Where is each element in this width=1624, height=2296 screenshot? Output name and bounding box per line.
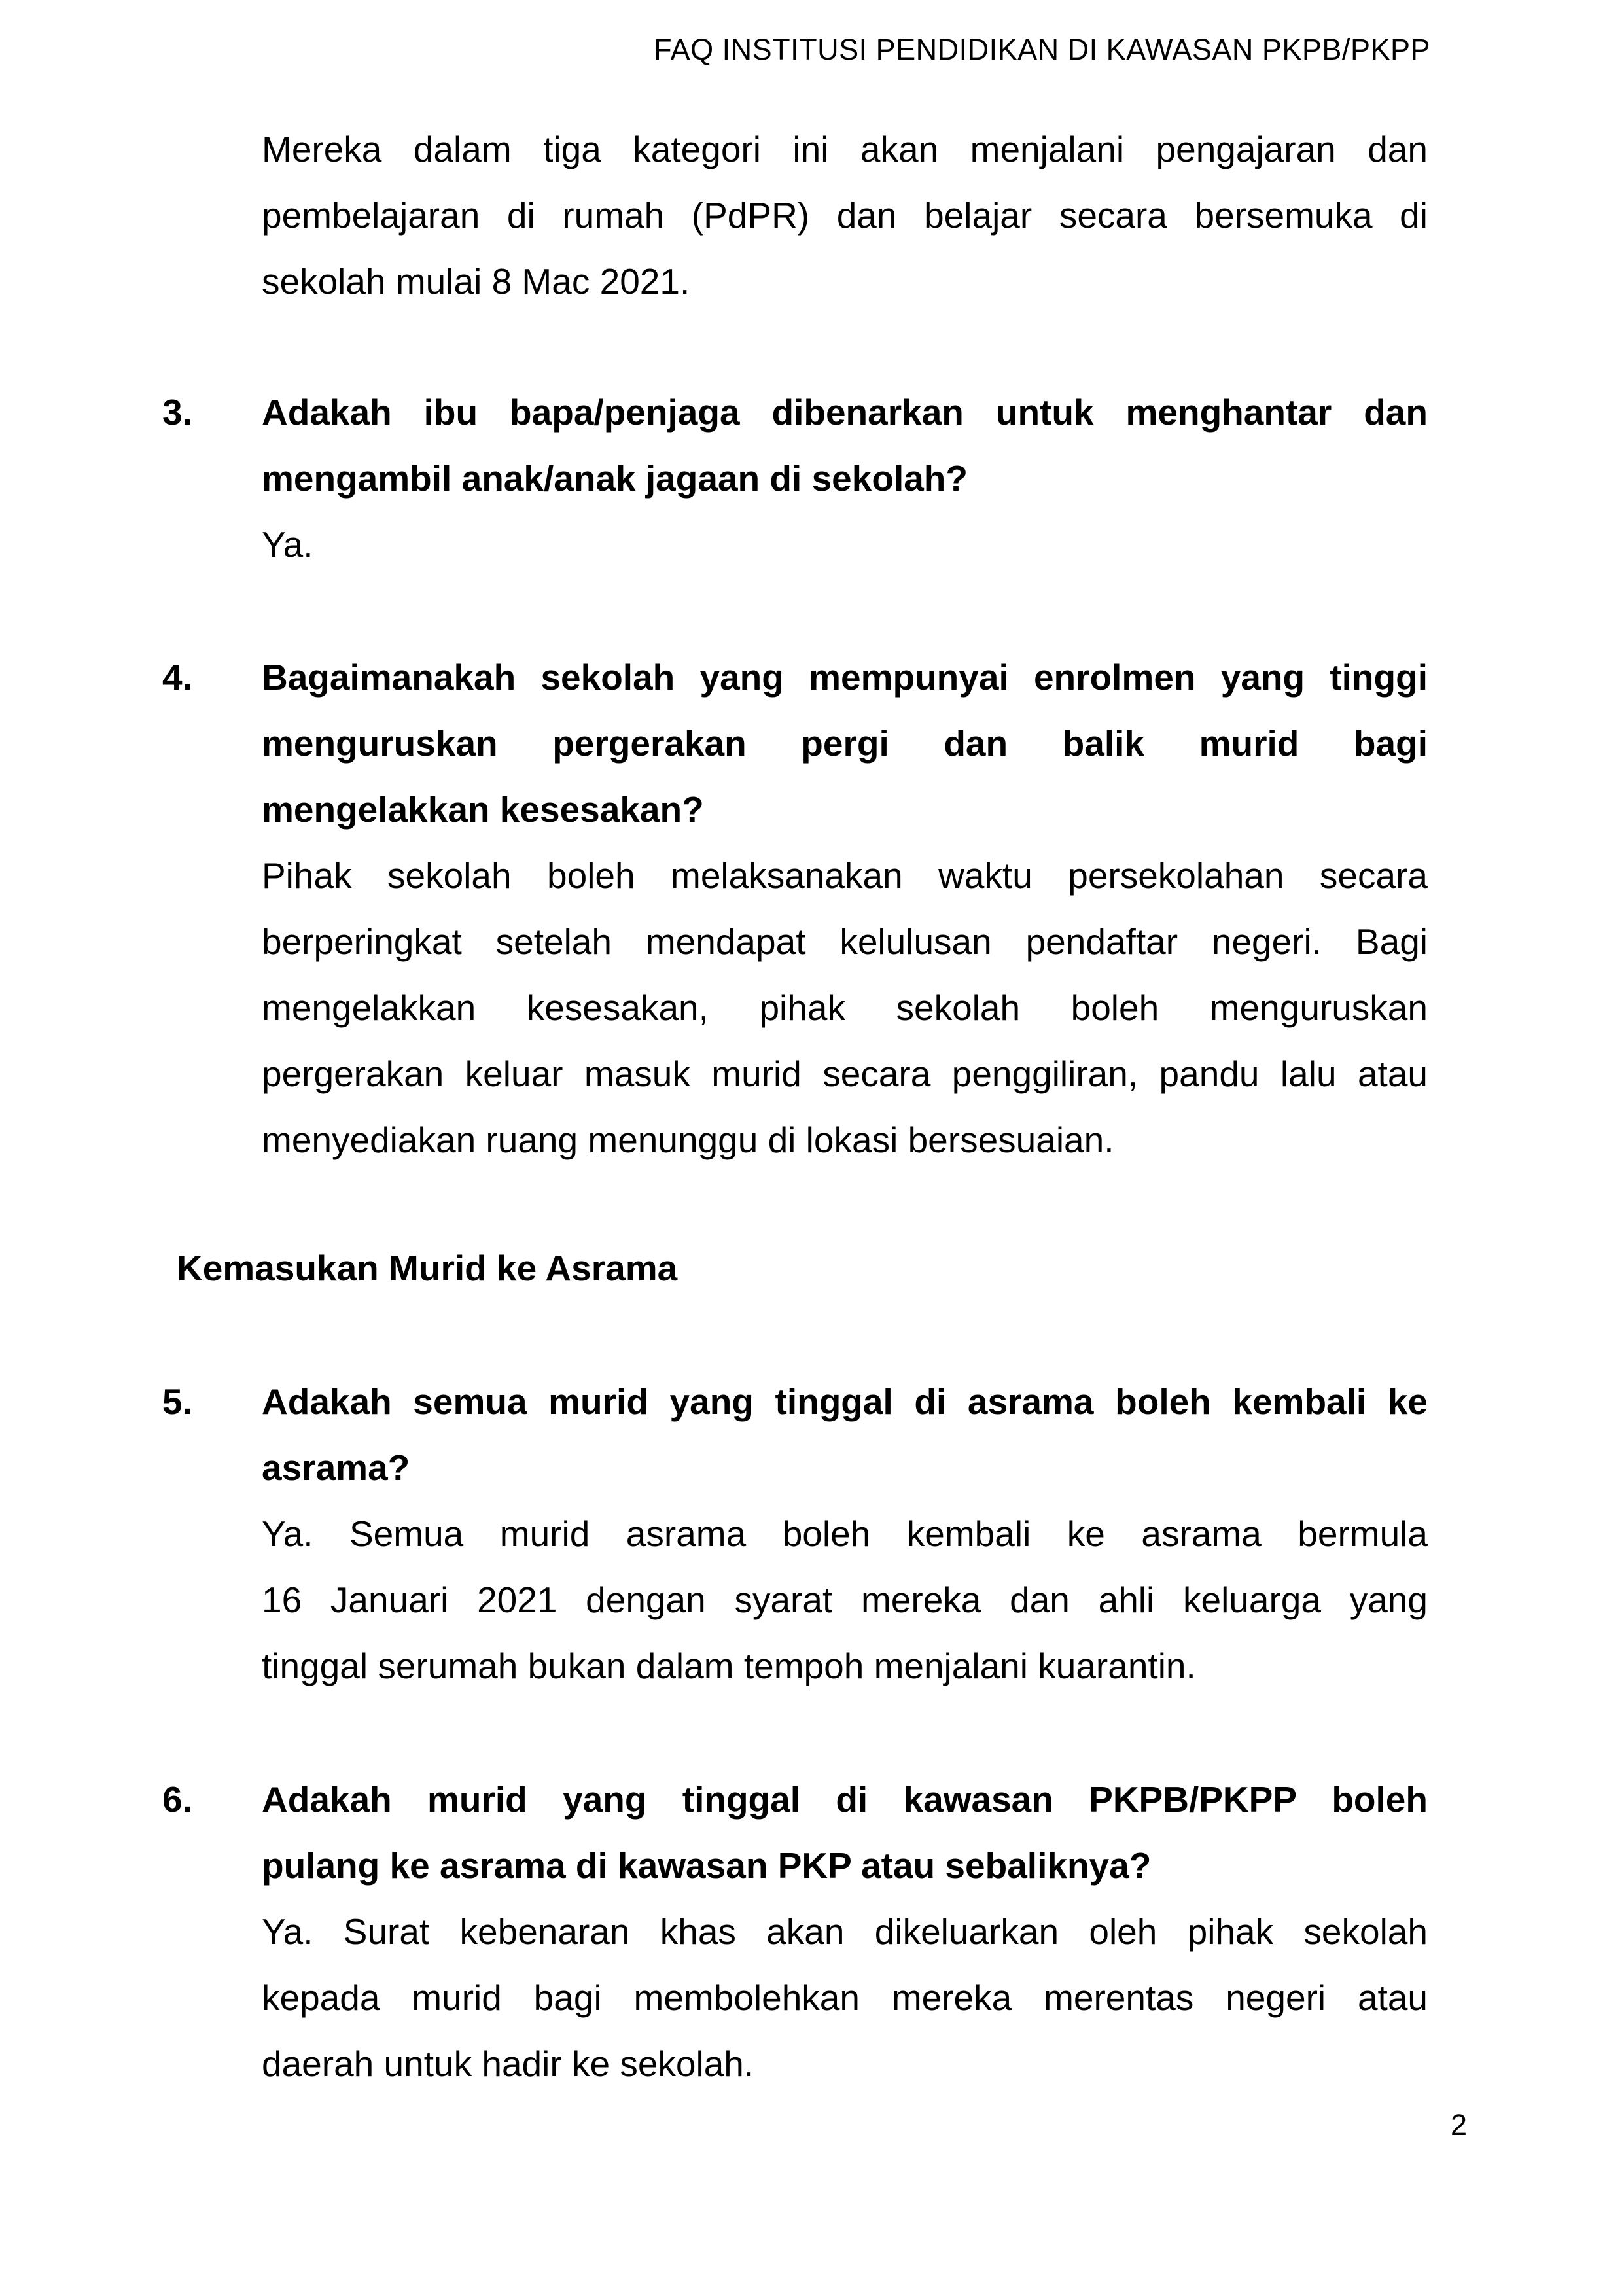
faq-5-number: 5. <box>162 1381 192 1422</box>
faq-4-answer-line: Pihak sekolah boleh melaksanakan waktu persekolahan secara <box>262 855 1428 896</box>
faq-4-answer-line: menyediakan ruang menunggu di lokasi bersesuaian. <box>262 1120 1114 1160</box>
faq-4-question-line: Bagaimanakah sekolah yang mempunyai enrolmen yang tinggi <box>262 657 1428 698</box>
page-header-title: FAQ INSTITUSI PENDIDIKAN DI KAWASAN PKPB/PKPP <box>654 33 1430 66</box>
page-number: 2 <box>1450 2108 1467 2142</box>
faq-5-answer-line: 16 Januari 2021 dengan syarat mereka dan ahli keluarga yang <box>262 1580 1428 1620</box>
faq-5 <box>262 1369 1428 1699</box>
intro-line: Mereka dalam tiga kategori ini akan menjalani pengajaran dan <box>262 129 1428 169</box>
faq-6-question-line: pulang ke asrama di kawasan PKP atau sebaliknya? <box>262 1845 1152 1886</box>
faq-5-answer-line: tinggal serumah bukan dalam tempoh menjalani kuarantin. <box>262 1646 1196 1686</box>
faq-3-answer-line: Ya. <box>262 524 313 565</box>
faq-4 <box>262 645 1428 1173</box>
intro-paragraph <box>262 116 1428 315</box>
faq-5-answer-line: Ya. Semua murid asrama boleh kembali ke asrama bermula <box>262 1513 1428 1554</box>
section-heading: Kemasukan Murid ke Asrama <box>177 1248 678 1288</box>
faq-3 <box>262 380 1428 578</box>
faq-4-number: 4. <box>162 657 192 698</box>
faq-4-answer-line: mengelakkan kesesakan, pihak sekolah boleh menguruskan <box>262 987 1428 1028</box>
faq-3-number: 3. <box>162 392 192 433</box>
faq-5-question-line: asrama? <box>262 1447 410 1488</box>
intro-line: sekolah mulai 8 Mac 2021. <box>262 261 690 302</box>
faq-6-number: 6. <box>162 1779 192 1820</box>
faq-6-answer-line: Ya. Surat kebenaran khas akan dikeluarkan oleh pihak sekolah <box>262 1911 1428 1952</box>
faq-6-answer-line: daerah untuk hadir ke sekolah. <box>262 2043 754 2084</box>
faq-5-question-line: Adakah semua murid yang tinggal di asrama boleh kembali ke <box>262 1381 1428 1422</box>
faq-4-question-line: menguruskan pergerakan pergi dan balik murid bagi <box>262 723 1428 764</box>
faq-6-answer-line: kepada murid bagi membolehkan mereka merentas negeri atau <box>262 1977 1428 2018</box>
faq-4-question-line: mengelakkan kesesakan? <box>262 789 704 830</box>
intro-line: pembelajaran di rumah (PdPR) dan belajar secara bersemuka di <box>262 195 1428 236</box>
faq-6-question-line: Adakah murid yang tinggal di kawasan PKPB/PKPP boleh <box>262 1779 1428 1820</box>
faq-4-answer-line: pergerakan keluar masuk murid secara penggiliran, pandu lalu atau <box>262 1053 1428 1094</box>
faq-4-answer-line: berperingkat setelah mendapat kelulusan pendaftar negeri. Bagi <box>262 921 1428 962</box>
faq-3-question-line: mengambil anak/anak jagaan di sekolah? <box>262 458 968 499</box>
faq-3-question-line: Adakah ibu bapa/penjaga dibenarkan untuk menghantar dan <box>262 392 1428 433</box>
faq-6 <box>262 1767 1428 2097</box>
